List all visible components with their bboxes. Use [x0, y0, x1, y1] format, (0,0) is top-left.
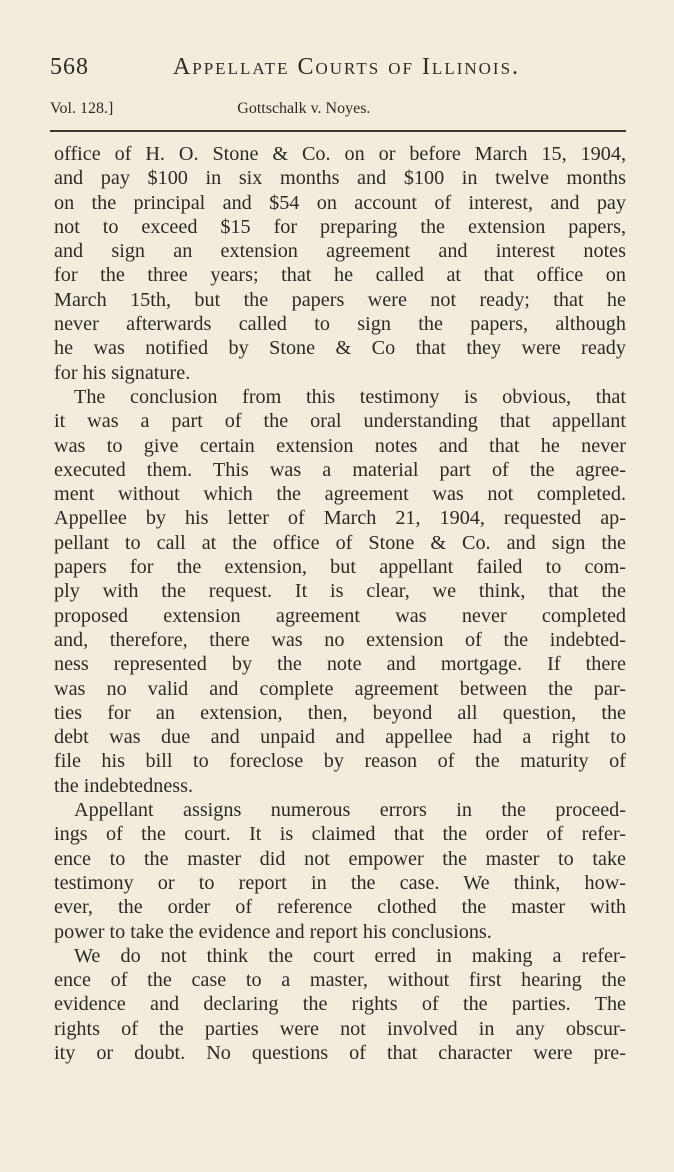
header-rule: [50, 130, 626, 132]
text-line: office of H. O. Stone & Co. on or before March 15, 1904,: [54, 143, 626, 165]
body-text: [54, 142, 626, 1065]
case-line: [50, 100, 624, 118]
text-line: executed them. This was a material part of the agree-: [54, 458, 626, 481]
text-line: Appellee by his letter of March 21, 1904, requested ap-: [54, 507, 626, 530]
text-line: never afterwards called to sign the papers, although: [54, 313, 626, 336]
text-line: We do not think the court erred in making a refer-: [74, 944, 626, 967]
text-line: testimony or to report in the case. We think, how-: [54, 871, 626, 894]
text-line: for his signature.: [54, 361, 191, 384]
page-number: 568: [50, 54, 89, 80]
text-line: was to give certain extension notes and that he never: [54, 434, 626, 457]
text-line: he was notified by Stone & Co that they were ready: [54, 337, 626, 360]
text-line: was no valid and complete agreement between the par-: [54, 677, 626, 700]
text-line: rights of the parties were not involved in any obscur-: [54, 1017, 626, 1040]
text-line: ply with the request. It is clear, we think, that the: [54, 580, 626, 603]
text-line: Appellant assigns numerous errors in the proceed-: [74, 799, 626, 822]
text-line: The conclusion from this testimony is obvious, that: [74, 385, 626, 408]
text-line: and, therefore, there was no extension of the indebted-: [54, 628, 626, 651]
text-line: on the principal and $54 on account of interest, and pay: [54, 191, 626, 214]
text-line: pellant to call at the office of Stone & Co. and sign the: [54, 531, 626, 554]
text-line: and sign an extension agreement and interest notes: [54, 240, 626, 263]
text-line: ence of the case to a master, without first hearing the: [54, 969, 626, 992]
text-line: and pay $100 in six months and $100 in twelve months: [54, 167, 626, 190]
text-line: not to exceed $15 for preparing the extension papers,: [54, 215, 626, 238]
text-line: ness represented by the note and mortgage. If there: [54, 653, 626, 676]
case-title: Gottschalk v. Noyes.: [237, 100, 371, 117]
text-line: file his bill to foreclose by reason of the maturity of: [54, 750, 626, 773]
text-line: it was a part of the oral understanding that appellant: [54, 410, 626, 433]
running-head: [50, 54, 624, 81]
text-line: the indebtedness.: [54, 774, 194, 797]
text-line: power to take the evidence and report his conclusions.: [54, 920, 492, 943]
text-line: debt was due and unpaid and appellee had a right to: [54, 726, 626, 749]
text-line: for the three years; that he called at that office on: [54, 264, 626, 287]
text-line: ings of the court. It is claimed that the order of refer-: [54, 823, 626, 846]
text-line: papers for the extension, but appellant failed to com-: [54, 556, 626, 579]
text-line: ity or doubt. No questions of that character were pre-: [54, 1041, 626, 1064]
text-line: March 15th, but the papers were not ready; that he: [54, 288, 626, 311]
text-line: proposed extension agreement was never completed: [54, 604, 626, 627]
running-title: Appellate Courts of Illinois.: [172, 54, 521, 80]
text-line: ence to the master did not empower the master to take: [54, 847, 626, 870]
volume-label: Vol. 128.]: [50, 100, 114, 117]
text-line: ever, the order of reference clothed the master with: [54, 896, 626, 919]
text-line: ment without which the agreement was not completed.: [54, 483, 626, 506]
text-line: evidence and declaring the rights of the parties. The: [54, 993, 626, 1016]
text-line: ties for an extension, then, beyond all question, the: [54, 701, 626, 724]
